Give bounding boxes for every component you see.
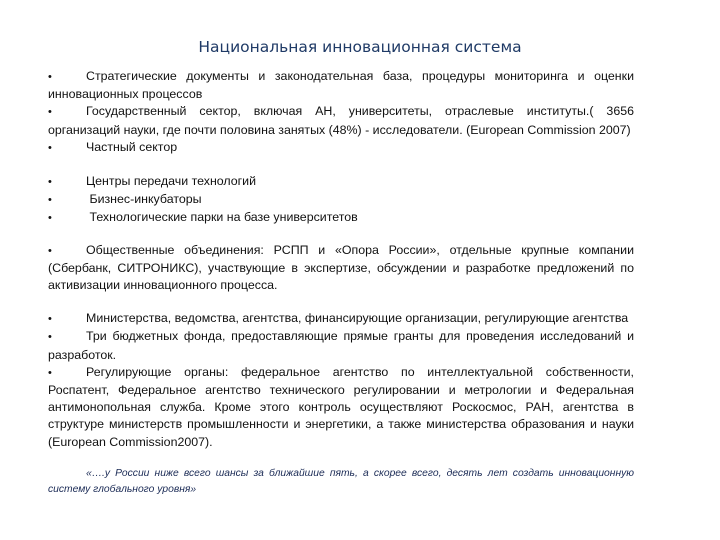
bullet-icon: • — [48, 194, 52, 207]
bullet-public-associations — [48, 242, 634, 295]
bullet-icon: • — [48, 176, 52, 189]
closing-quote — [48, 466, 634, 498]
bullet-regulators — [48, 364, 634, 451]
bullet-incubators — [48, 191, 634, 209]
bullet-text: Общественные объединения: РСПП и «Опора России», отдельные крупные компании (Сбербанк, СИТРОНИКС), участвующие в экспертизе, обсуждении и разработке предложений по активизации инновационного процесса. — [48, 242, 634, 293]
bullet-icon: • — [48, 106, 52, 119]
bullet-budget-funds — [48, 328, 634, 363]
bullet-text: Три бюджетных фонда, предоставляющие прямые гранты для проведения исследований и разработок. — [48, 329, 634, 362]
bullet-icon: • — [48, 71, 52, 83]
bullet-text: Центры передачи технологий — [86, 174, 257, 189]
bullet-private-sector — [48, 139, 634, 157]
bullet-icon: • — [48, 331, 52, 344]
bullet-icon: • — [48, 141, 52, 154]
bullet-icon: • — [48, 313, 52, 326]
slide-title: Национальная инновационная система — [198, 38, 522, 56]
bullet-tech-parks — [48, 209, 634, 227]
bullet-icon: • — [48, 244, 52, 257]
bullet-text: Министерства, ведомства, агентства, финансирующие организации, регулирующие агентства — [86, 311, 629, 326]
bullet-icon: • — [48, 366, 52, 379]
bullet-text: Частный сектор — [86, 139, 178, 154]
bullet-public-sector — [48, 103, 634, 138]
bullet-ministries — [48, 310, 634, 328]
bullet-text: Регулирующие органы: федеральное агентство по интеллектуальной собственности, Роспатент, Федеральное агентство технического регулировании и метрологии и Федеральная антимонопольная служба. Кроме этого контроль осуществляют Роскосмос, РАН, агентства в структуре министерств промышленности и энергетики, а также министерства образования и науки (European Commission2007). — [48, 364, 634, 449]
slide-body — [48, 68, 634, 508]
bullet-tech-transfer — [48, 173, 634, 191]
bullet-text: Стратегические документы и законодательная база, процедуры мониторинга и оценки инновационных процессов — [48, 69, 634, 102]
quote-text: «….у России ниже всего шансы за ближайшие пять, а скорее всего, десять лет создать инновационную систему глобального уровня» — [48, 467, 634, 495]
bullet-text: Бизнес-инкубаторы — [86, 192, 202, 207]
bullet-strategic-documents — [48, 68, 634, 103]
bullet-text: Государственный сектор, включая АН, университеты, отраслевые институты.( 3656 организаций науки, где почти половина занятых (48%) - исследователи. (European Commission 2007) — [48, 104, 634, 137]
bullet-icon: • — [48, 212, 52, 225]
bullet-text: Технологические парки на базе университетов — [86, 210, 358, 225]
